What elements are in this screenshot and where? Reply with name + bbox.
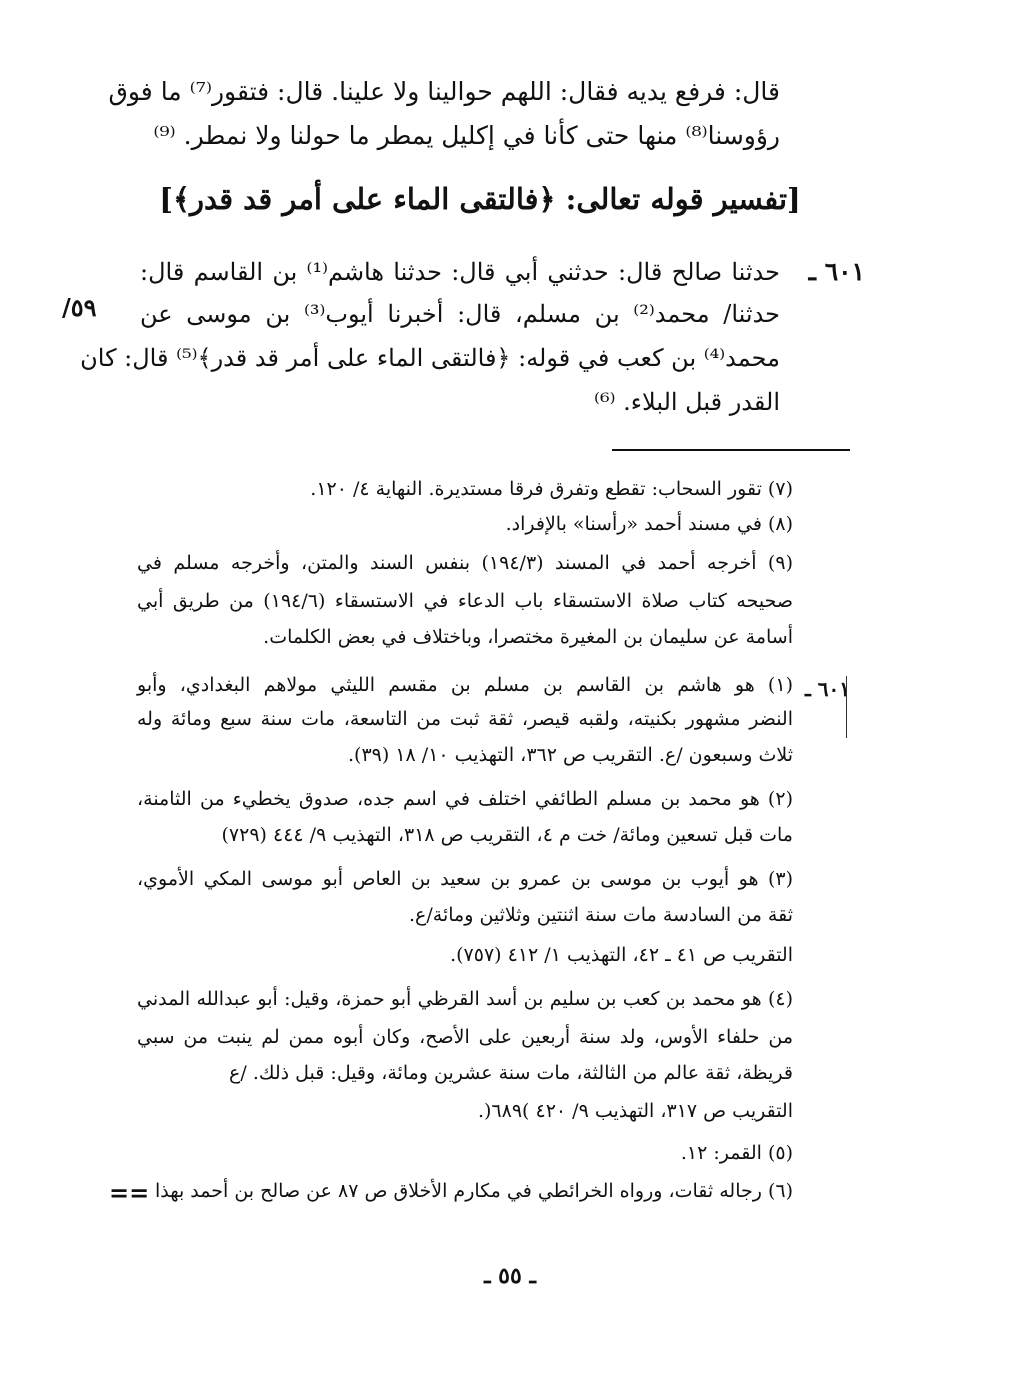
footnote-4-line: من حلفاء الأوس، ولد سنة أربعين على الأصح، وكان أبوه ممن لم ينبت من سبي [137,1026,793,1048]
footnote-3-line: (٣) هو أيوب بن موسى بن عمرو بن سعيد بن العاص أبو موسى المكي الأموي، [137,868,793,890]
footnote-2-line: (٢) هو محمد بن مسلم الطائفي اختلف في اسم جده، صدوق يخطيء من الثامنة، [137,788,793,810]
footnote-separator [612,449,850,451]
footnote-1-line: (١) هو هاشم بن القاسم بن مسلم بن مقسم الليثي مولاهم البغدادي، وأبو [137,674,793,696]
footnote-1-line: ثلاث وسبعون /ع. التقريب ص ٣٦٢، التهذيب ١٠/ ١٨ (٣٩). [347,744,793,766]
footnote-8: (٨) في مسند أحمد «رأسنا» بالإفراد. [505,513,793,535]
footnote-4-line: قريظة، ثقة عالم من الثالثة، مات سنة عشرين ومائة، وقيل: قبل ذلك. /ع [229,1062,793,1084]
continuation-mark: == [109,1178,150,1207]
body-text-line: قال: فرفع يديه فقال: اللهم حوالينا ولا علينا. قال: فتقور⁽⁷⁾ ما فوق [108,77,780,106]
body-text-line: رؤوسنا⁽⁸⁾ منها حتى كأنا في إكليل يمطر ما حولنا ولا نمطر. ⁽⁹⁾ [153,121,780,150]
hadith-line: محمد⁽⁴⁾ بن كعب في قوله: ﴿فالتقى الماء على أمر قد قدر﴾⁽⁵⁾ قال: كان [80,344,780,372]
footnote-3-line: التقريب ص ٤١ ـ ٤٢، التهذيب ١/ ٤١٢ (٧٥٧). [450,944,793,966]
footnote-5: (٥) القمر: ١٢. [680,1142,793,1164]
footnote-3-line: ثقة من السادسة مات سنة اثنتين وثلاثين ومائة/ع. [409,904,793,926]
footnote-4-line: (٤) هو محمد بن كعب بن سليم بن أسد القرظي أبو حمزة، وقيل: أبو عبدالله المدني [137,988,793,1010]
hadith-line: القدر قبل البلاء. ⁽⁶⁾ [594,388,780,416]
footnote-2-line: مات قبل تسعين ومائة/ خت م ٤، التقريب ص ٣١٨، التهذيب ٩/ ٤٤٤ (٧٢٩) [221,824,793,846]
hadith-line: حدثنا/ محمد⁽²⁾ بن مسلم، قال: أخبرنا أيوب⁽³⁾ بن موسى عن [140,300,780,328]
footnote-1-line: النضر مشهور بكنيته، ولقبه قيصر، ثقة ثبت من التاسعة، مات سنة سبع ومائة وله [137,708,793,730]
hadith-number: ٦٠١ ـ [808,257,865,286]
margin-reference: /٥٩ [62,293,97,322]
footnote-9-line: صحيحه كتاب صلاة الاستسقاء باب الدعاء في الاستسقاء (١٩٤/٦) من طريق أبي [137,590,793,612]
margin-rule [846,676,847,738]
section-heading: [تفسير قوله تعالى: ﴿فالتقى الماء على أمر قد قدر﴾] [159,182,801,216]
footnote-7: (٧) تقور السحاب: تقطع وتفرق فرقا مستديرة. النهاية ٤/ ١٢٠. [310,478,793,500]
hadith-line: حدثنا صالح قال: حدثني أبي قال: حدثنا هاشم⁽¹⁾ بن القاسم قال: [140,258,780,286]
footnote-9-line: (٩) أخرجه أحمد في المسند (١٩٤/٣) بنفس السند والمتن، وأخرجه مسلم في [137,552,793,574]
footnote-group-number: ٦٠١ ـ [804,677,850,701]
page-number: ـ ٥٥ ـ [484,1263,536,1289]
footnote-4-line: التقريب ص ٣١٧، التهذيب ٩/ ٤٢٠ )٦٨٩(. [477,1100,793,1122]
footnote-9-line: أسامة عن سليمان بن المغيرة مختصرا، وباختلاف في بعض الكلمات. [263,626,793,648]
footnote-6: (٦) رجاله ثقات، ورواه الخرائطي في مكارم الأخلاق ص ٨٧ عن صالح بن أحمد بهذا [154,1180,793,1202]
